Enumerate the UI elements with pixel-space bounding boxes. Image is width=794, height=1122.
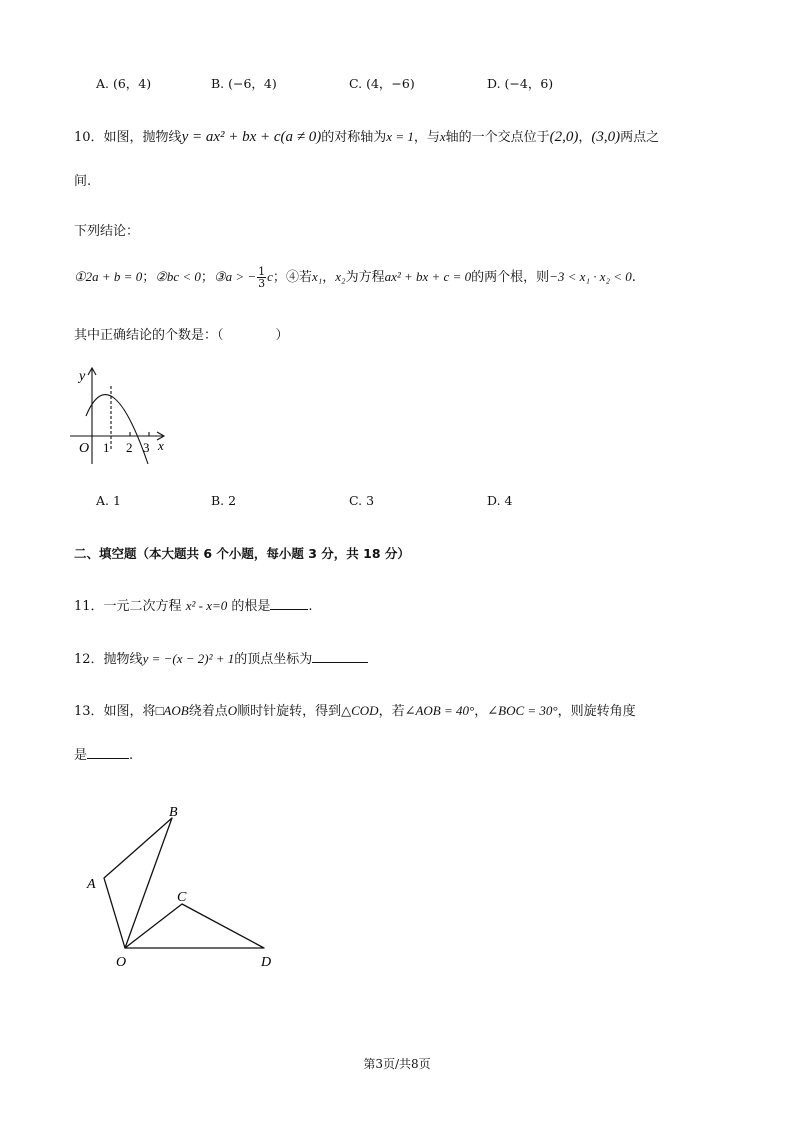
graph-y-label: y (79, 369, 86, 384)
q10-root-2: x₂ (335, 269, 346, 284)
q10-point-1: (2,0) (549, 129, 579, 145)
q10-parabola-equation: y = ax² + bx + c(a ≠ 0) (181, 129, 322, 145)
label-c: C (177, 890, 187, 905)
q11-number: 11． (74, 599, 104, 614)
q10-option-a: A. 1 (96, 493, 121, 508)
q13-angle-aob: ∠AOB = 40° (404, 703, 475, 718)
q10-conclusion-2: ②bc < 0 (155, 269, 201, 284)
q10-option-d: D. 4 (487, 493, 513, 508)
q10-sep-2: ； (200, 270, 214, 285)
q10-conclusion-3-post: c (267, 269, 273, 284)
q13-text-1: 如图，将 (103, 704, 156, 719)
q10-text-1: 如图，抛物线 (103, 130, 182, 145)
q12-text-1: 抛物线 (103, 652, 143, 667)
label-b: B (169, 805, 178, 820)
page-footer: 第3页/共8页 (363, 1057, 431, 1071)
q10-axis-equation: x = 1 (386, 129, 414, 144)
q13-text-2: 绕着点 (188, 704, 228, 719)
q10-root-1: x₁ (311, 269, 323, 284)
q11-text-1: 一元二次方程 (103, 599, 182, 614)
q10-option-c: C. 3 (349, 493, 375, 508)
q12-number: 12． (74, 652, 104, 667)
q10-text-3: ，与 (413, 130, 440, 145)
q13-rotation-figure (80, 800, 290, 975)
q10-text-2: 的对称轴为 (321, 130, 387, 145)
q9-option-a: A. (6，4) (96, 76, 152, 91)
graph-tick-2: 2 (126, 440, 133, 455)
q9-option-d: D. (−4，6) (487, 76, 554, 91)
q10-c4-equation: ax² + bx + c = 0 (384, 269, 472, 284)
q11-answer-blank[interactable] (270, 597, 308, 610)
q11-text-2: 的根是 (231, 599, 271, 614)
q13-point-o: O (227, 703, 238, 718)
q13-stem (74, 700, 636, 719)
q10-c4-inequality: −3 < x₁ · x₂ < 0 (549, 269, 632, 284)
q13-triangle-1: □AOB (155, 703, 189, 718)
q10-conclusions (74, 266, 636, 289)
q13-number: 13． (74, 704, 104, 719)
graph-tick-1: 1 (103, 440, 110, 455)
triangle-aob (104, 818, 172, 948)
q10-conclusion-4-pre: ④若 (285, 270, 312, 285)
q10-text-4: 轴的一个交点位于 (445, 130, 550, 145)
q10-c4-mid-2: 的两个根，则 (471, 270, 550, 285)
q10-number: 10． (74, 130, 104, 145)
q13-answer-blank[interactable] (87, 746, 129, 759)
q12-stem (74, 648, 368, 667)
q12-answer-blank[interactable] (312, 650, 368, 663)
q10-conclusion-3-pre: ③a > − (213, 269, 257, 284)
q13-triangle-2: △COD (341, 703, 379, 718)
q10-question: 其中正确结论的个数是：（ ） (74, 328, 289, 343)
section-2-heading: 二、填空题（本大题共 6 个小题，每小题 3 分，共 18 分） (74, 546, 410, 561)
q13-angle-boc: ∠BOC = 30° (487, 703, 558, 718)
q9-option-c: C. (4，−6) (349, 76, 415, 91)
parabola-curve (86, 395, 148, 464)
triangle-cod (125, 904, 264, 948)
q10-stem (74, 126, 659, 146)
q10-sep-1: ； (142, 270, 156, 285)
q10-point-2: (3,0) (591, 129, 621, 145)
q10-conclusion-1: ①2a + b = 0 (74, 269, 143, 284)
q13-text-3: 顺时针旋转，得到 (237, 704, 342, 719)
q10-comma: ， (578, 130, 592, 145)
q10-x-var: x (439, 129, 446, 144)
q13-text-5: ， (474, 704, 488, 719)
label-d: D (261, 955, 272, 970)
graph-origin-label: O (79, 441, 90, 456)
q10-c4-comma: ， (322, 270, 336, 285)
graph-x-label: x (158, 438, 164, 453)
q10-text-5: 两点之 (620, 130, 660, 145)
graph-tick-3: 3 (143, 440, 150, 455)
q13-line-2-text: 是 (74, 748, 88, 763)
q10-c4-mid: 为方程 (345, 270, 385, 285)
label-a: A (87, 877, 96, 892)
q10-line-2: 间. (74, 174, 92, 189)
q10-sep-3: ； (272, 270, 286, 285)
q13-end: . (129, 748, 134, 763)
q11-equation: x² - x=0 (185, 598, 228, 613)
q10-parabola-graph (68, 362, 180, 470)
q10-option-b: B. 2 (211, 493, 237, 508)
q10-fraction (257, 266, 266, 289)
q10-c4-end: . (631, 270, 636, 285)
q12-equation: y = −(x − 2)² + 1 (142, 651, 235, 666)
q9-option-b: B. (−6，4) (211, 76, 277, 91)
q13-text-6: ，则旋转角度 (557, 704, 636, 719)
label-o: O (116, 955, 127, 970)
q12-text-2: 的顶点坐标为 (234, 652, 313, 667)
q13-line-2 (74, 744, 133, 763)
q10-fraction-num: 1 (258, 265, 266, 278)
q11-end: . (308, 599, 313, 614)
q11-stem (74, 595, 313, 614)
q13-text-4: ，若 (378, 704, 405, 719)
q10-fraction-den: 3 (258, 277, 266, 290)
q10-conclusions-label: 下列结论： (74, 224, 140, 239)
